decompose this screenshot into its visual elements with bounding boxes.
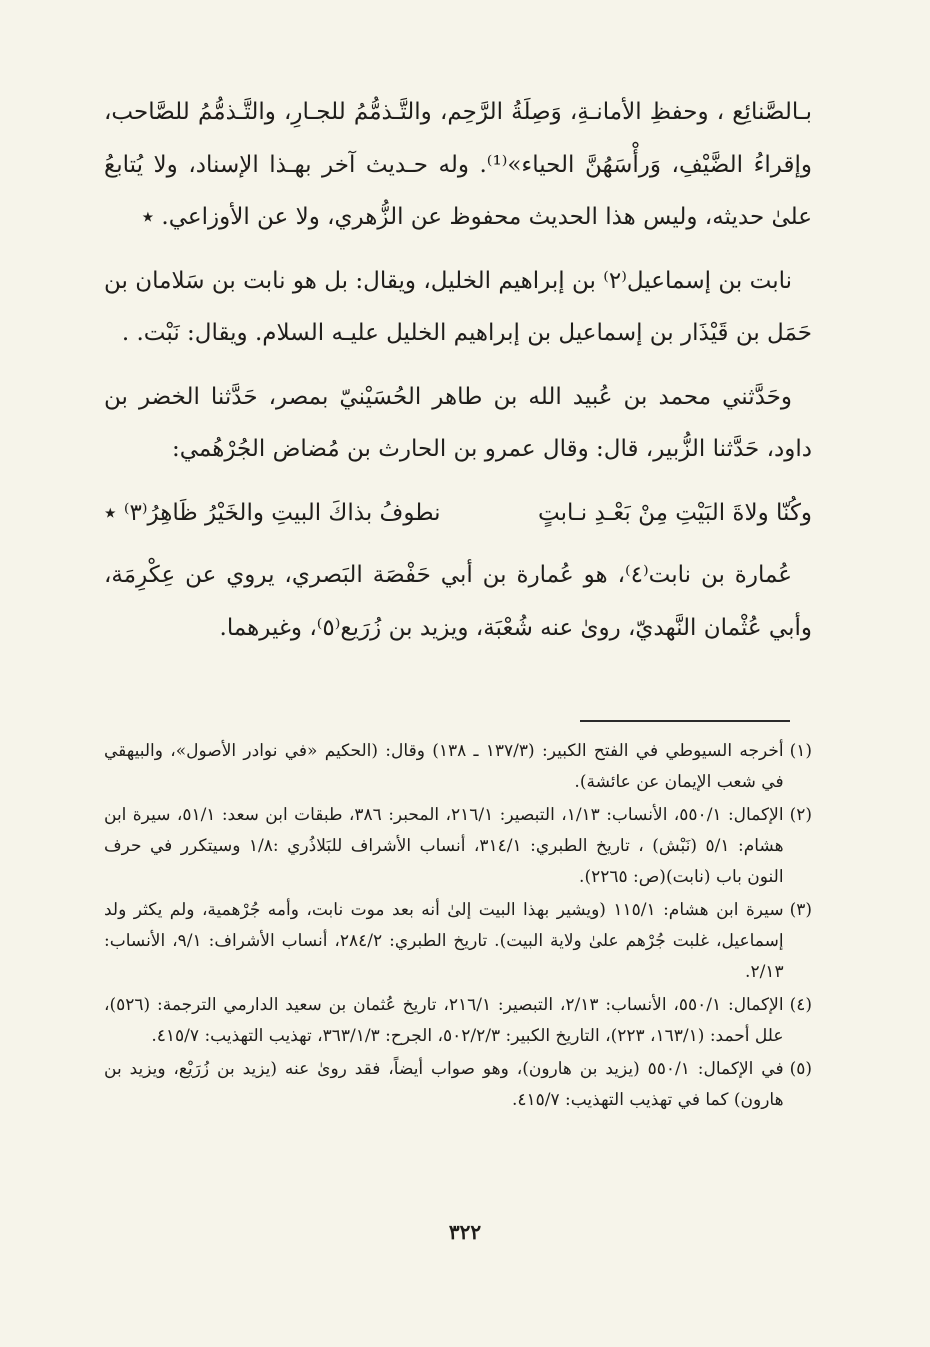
footnote-3: [104, 895, 812, 988]
poetry-verse: [104, 487, 812, 540]
page-number: ٣٢٢: [448, 1220, 482, 1244]
footnote-text: سيرة ابن هشام: ١١٥/١ (ويشير بهذا البيت إلىٰ أنه بعد موت نابت، وأمه جُرْهمية، ولم يكثر ولد إسماعيل، غلبت جُرْهم علىٰ ولاية البيت). تاريخ الطبري: ٢٨٤/٢، أنساب الأشراف: ٩/١، الأنساب: ٢/١٣.: [104, 900, 784, 982]
paragraph-isnad: وحَدَّثني محمد بن عُبيد الله بن طاهر الحُسَيْنيّ بمصر، حَدَّثنا الخضر بن داود، حَدَّثنا الزُّبير، قال: وقال عمرو بن الحارث بن مُضاض الجُرْهُمي:: [104, 383, 812, 462]
footnote-separator: [580, 720, 790, 722]
paragraph-umara-ibn-nabit: عُمارة بن نابت⁽٤⁾، هو عُمارة بن أبي حَفْصَة البَصري، يروي عن عِكْرِمَة، وأبي عُثْمان النَّهديّ، روىٰ عنه شُعْبَة، ويزيد بن زُرَيع⁽٥⁾، وغيرهما.: [104, 562, 812, 641]
footnote-number: (٤): [789, 995, 812, 1015]
footnote-number: (٥): [789, 1059, 812, 1079]
footnote-text: الإكمال: ٥٥٠/١، الأنساب: ١/١٣، التبصير: ٢١٦/١، المحبر: ٣٨٦، طبقات ابن سعد: ٥١/١، سيرة ابن هشام: ٥/١ (نَبْش) ، تاريخ الطبري: ٣١٤/١، أنساب الأشراف للبَلاذُري :١/٨ وسيتكرر في حرف النون باب (نابت)(ص: ٢٢٦٥).: [104, 805, 784, 887]
footnote-number: (١): [789, 741, 812, 761]
footnote-5: [104, 1054, 812, 1116]
footnote-text: أخرجه السيوطي في الفتح الكبير: (١٣٧/٣ ـ ١٣٨) وقال: (الحكيم «في نوادر الأصول»، والبيهقي في شعب الإيمان عن عائشة).: [104, 741, 784, 792]
footnotes-section: [104, 736, 812, 1118]
footnote-text: الإكمال: ٥٥٠/١، الأنساب: ٢/١٣، التبصير: ٢١٦/١، تاريخ عُثمان بن سعيد الدارمي الترجمة: (٥٢٦)، علل أحمد: (١٦٣/١، ٢٢٣)، التاريخ الكبير: ٥٠٢/٢/٣، الجرح: ٣٦٣/١/٣، تهذيب التهذيب: ٤١٥/٧.: [104, 995, 784, 1046]
verse-second-hemistich: نطوفُ بذاكَ البيتِ والخَيْرُ ظَاهِرُ⁽٣⁾ ٭: [104, 499, 441, 526]
footnote-number: (٣): [789, 900, 812, 920]
paragraph-hadith-ending: بـالصَّنائِع ، وحفظِ الأمانـةِ، وَصِلَةُ الرَّحِم، والتَّـذمُّمُ للجـارِ، والتَّـذمُّمُ للصَّاحب، وإقراءُ الضَّيْفِ، وَرأْسَهُنَّ الحياء»⁽¹⁾. وله حـديث آخر بهـذا الإسناد، ولا يُتابعُ علىٰ حديثه، وليس هذا الحديث محفوظ عن الزُّهري، ولا عن الأوزاعي. ٭: [104, 99, 812, 230]
main-text: [104, 86, 812, 665]
paragraph-nabit-ibn-ismail: نابت بن إسماعيل⁽٢⁾ بن إبراهيم الخليل، ويقال: بل هو نابت بن سَلامان بن حَمَل بن قَيْذَار بن إسماعيل بن إبراهيم الخليل عليـه السلام. ويقال: نَبْت. .: [104, 267, 812, 346]
footnote-4: [104, 990, 812, 1052]
verse-first-hemistich: وكُنّا ولاةَ البَيْتِ مِنْ بَعْـدِ نـابتٍ: [538, 499, 812, 526]
footnote-1: [104, 736, 812, 798]
footnote-2: [104, 800, 812, 893]
footnote-text: في الإكمال: ٥٥٠/١ (يزيد بن هارون)، وهو صواب أيضاً، فقد روىٰ عنه (يزيد بن زُرَيْع، ويزيد بن هارون) كما في تهذيب التهذيب: ٤١٥/٧.: [104, 1059, 784, 1110]
footnote-number: (٢): [789, 805, 812, 825]
